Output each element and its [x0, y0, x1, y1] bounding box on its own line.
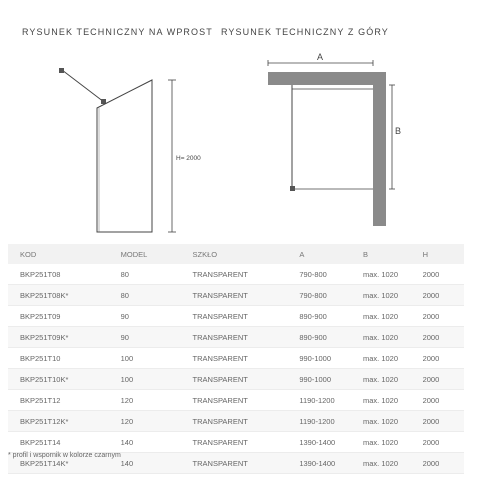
- table-cell: max. 1020: [351, 327, 411, 348]
- table-row: [8, 348, 464, 369]
- table-cell: 890-900: [287, 327, 351, 348]
- table-cell: 140: [109, 453, 181, 474]
- top-view-title: RYSUNEK TECHNICZNY Z GÓRY: [221, 27, 389, 37]
- table-cell: TRANSPARENT: [181, 432, 288, 453]
- table-cell: TRANSPARENT: [181, 306, 288, 327]
- table-cell: 2000: [411, 327, 464, 348]
- table-cell: 2000: [411, 432, 464, 453]
- table-row: [8, 411, 464, 432]
- table-cell: BKP251T08K*: [8, 285, 109, 306]
- table-cell: 890-900: [287, 306, 351, 327]
- footnote: * profil i wspornik w kolorze czarnym: [8, 452, 121, 459]
- table-cell: 990-1000: [287, 369, 351, 390]
- table-row: [8, 390, 464, 411]
- b-label: B: [395, 126, 402, 136]
- table-cell: max. 1020: [351, 453, 411, 474]
- table-cell: max. 1020: [351, 369, 411, 390]
- table-cell: TRANSPARENT: [181, 390, 288, 411]
- table-cell: 1390-1400: [287, 432, 351, 453]
- table-cell: 100: [109, 348, 181, 369]
- table-row: [8, 306, 464, 327]
- table-row: [8, 264, 464, 285]
- table-cell: max. 1020: [351, 432, 411, 453]
- table-row: [8, 285, 464, 306]
- header-b: B: [351, 244, 411, 264]
- table-cell: 80: [109, 285, 181, 306]
- table-cell: BKP251T12K*: [8, 411, 109, 432]
- spec-table: [8, 244, 464, 474]
- table-cell: BKP251T14K*: [8, 453, 109, 474]
- front-view-title: RYSUNEK TECHNICZNY NA WPROST: [22, 27, 213, 37]
- table-cell: max. 1020: [351, 264, 411, 285]
- table-row: [8, 369, 464, 390]
- table-cell: 990-1000: [287, 348, 351, 369]
- table-cell: BKP251T08: [8, 264, 109, 285]
- table-cell: 2000: [411, 369, 464, 390]
- table-cell: max. 1020: [351, 390, 411, 411]
- table-cell: max. 1020: [351, 306, 411, 327]
- table-cell: 1390-1400: [287, 453, 351, 474]
- table-cell: BKP251T09: [8, 306, 109, 327]
- table-cell: 80: [109, 264, 181, 285]
- a-label: A: [317, 52, 324, 62]
- bracket-top-view: [290, 186, 295, 191]
- wall-top: [268, 72, 386, 85]
- height-label: H= 2000: [176, 155, 201, 162]
- header-h: H: [411, 244, 464, 264]
- table-cell: TRANSPARENT: [181, 264, 288, 285]
- table-cell: 790-800: [287, 264, 351, 285]
- table-cell: 120: [109, 390, 181, 411]
- table-cell: max. 1020: [351, 411, 411, 432]
- table-cell: TRANSPARENT: [181, 327, 288, 348]
- header-kod: KOD: [8, 244, 109, 264]
- table-cell: BKP251T12: [8, 390, 109, 411]
- header-a: A: [287, 244, 351, 264]
- table-cell: max. 1020: [351, 285, 411, 306]
- table-row: [8, 432, 464, 453]
- table-cell: 2000: [411, 411, 464, 432]
- table-cell: 1190-1200: [287, 411, 351, 432]
- table-cell: 120: [109, 411, 181, 432]
- table-cell: TRANSPARENT: [181, 411, 288, 432]
- table-cell: 2000: [411, 390, 464, 411]
- table-cell: 2000: [411, 453, 464, 474]
- table-cell: BKP251T10: [8, 348, 109, 369]
- table-cell: TRANSPARENT: [181, 369, 288, 390]
- wall-side: [373, 72, 386, 226]
- table-cell: 2000: [411, 264, 464, 285]
- table-cell: 140: [109, 432, 181, 453]
- table-row: [8, 327, 464, 348]
- table-cell: 2000: [411, 306, 464, 327]
- table-cell: 90: [109, 327, 181, 348]
- top-view-drawing: [0, 0, 480, 240]
- table-cell: BKP251T10K*: [8, 369, 109, 390]
- table-cell: TRANSPARENT: [181, 285, 288, 306]
- table-cell: TRANSPARENT: [181, 348, 288, 369]
- table-cell: TRANSPARENT: [181, 453, 288, 474]
- table-cell: 90: [109, 306, 181, 327]
- header-szklo: SZKŁO: [181, 244, 288, 264]
- table-cell: BKP251T14: [8, 432, 109, 453]
- table-cell: 1190-1200: [287, 390, 351, 411]
- header-model: MODEL: [109, 244, 181, 264]
- table-cell: 100: [109, 369, 181, 390]
- table-cell: 2000: [411, 285, 464, 306]
- table-cell: 2000: [411, 348, 464, 369]
- table-cell: max. 1020: [351, 348, 411, 369]
- table-body: [8, 264, 464, 474]
- table-cell: BKP251T09K*: [8, 327, 109, 348]
- table-cell: 790-800: [287, 285, 351, 306]
- table-header-row: [8, 244, 464, 264]
